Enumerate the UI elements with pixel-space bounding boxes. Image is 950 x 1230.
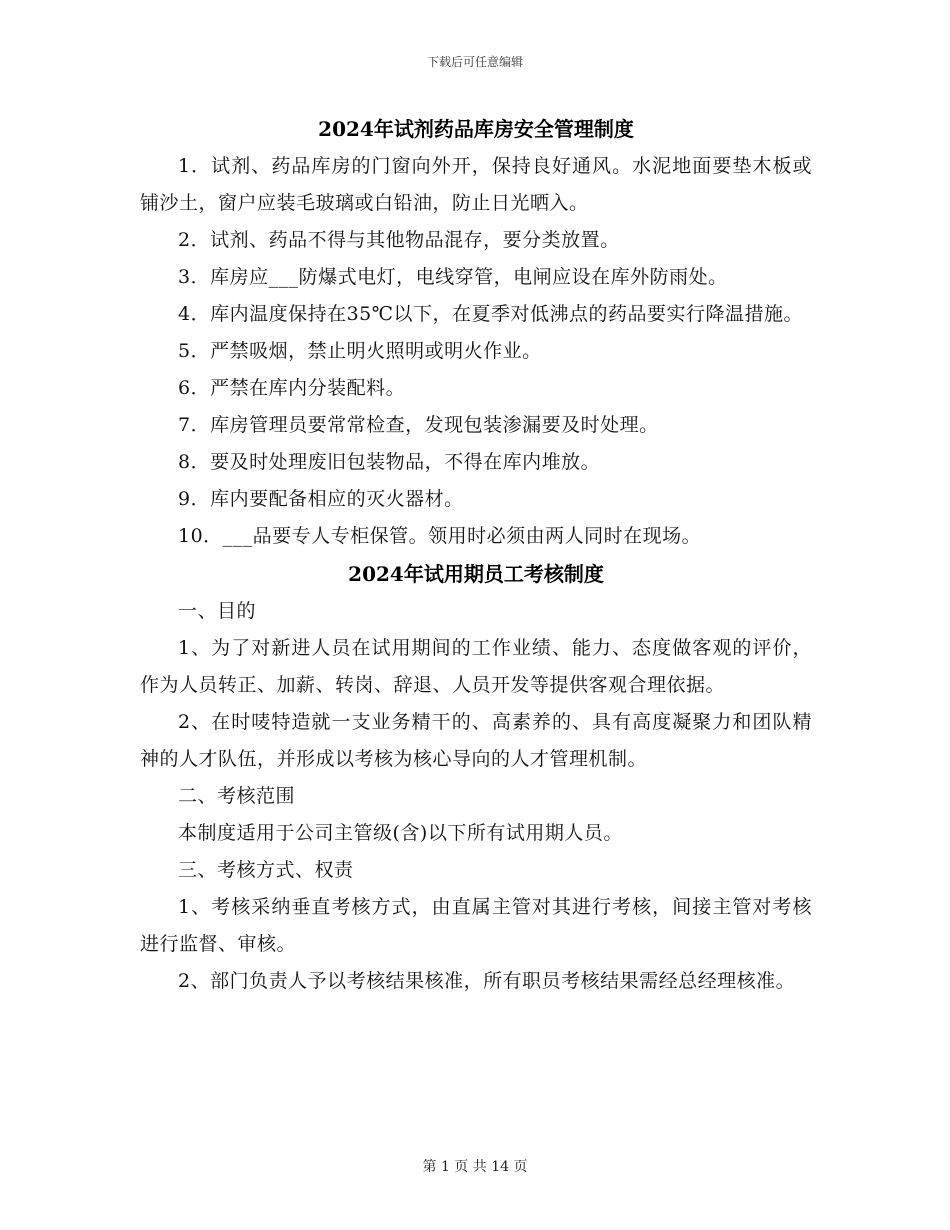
section2-title: 2024年试用期员工考核制度	[348, 562, 604, 586]
section1-paragraph: 1．试剂、药品库房的门窗向外开，保持良好通风。水泥地面要垫木板或铺沙土，窗户应装毛玻璃或白铅油，防止日光晒入。	[140, 155, 812, 214]
page-header-note: 下载后可任意编辑	[426, 55, 523, 69]
section1-paragraph: 4．库内温度保持在35℃以下，在夏季对低沸点的药品要实行降温措施。	[178, 303, 804, 325]
section2-paragraph: 1、为了对新进人员在试用期间的工作业绩、能力、态度做客观的评价，作为人员转正、加薪、转岗、辞退、人员开发等提供客观合理依据。	[140, 637, 812, 696]
section2-paragraph: 2、部门负责人予以考核结果核准，所有职员考核结果需经总经理核准。	[178, 970, 796, 992]
page-number-footer: 第 1 页 共 14 页	[422, 1159, 528, 1175]
section2-paragraph: 本制度适用于公司主管级(含)以下所有试用期人员。	[178, 822, 623, 844]
section1-paragraph: 7．库房管理员要常常检查，发现包装渗漏要及时处理。	[178, 414, 659, 436]
section1-title: 2024年试剂药品库房安全管理制度	[318, 117, 634, 141]
section1-paragraph: 10．___品要专人专柜保管。领用时必须由两人同时在现场。	[178, 525, 702, 547]
section1-paragraph: 5．严禁吸烟，禁止明火照明或明火作业。	[178, 340, 542, 362]
section1-paragraph: 2．试剂、药品不得与其他物品混存，要分类放置。	[178, 229, 620, 251]
section2-paragraph: 1、考核采纳垂直考核方式，由直属主管对其进行考核，间接主管对考核进行监督、审核。	[140, 896, 812, 955]
document-body	[140, 110, 812, 1000]
section2-heading-purpose: 一、目的	[178, 600, 257, 622]
section1-paragraph: 9．库内要配备相应的灭火器材。	[178, 488, 464, 510]
section2-heading-scope: 二、考核范围	[178, 785, 296, 807]
section2-heading-method: 三、考核方式、权责	[178, 859, 354, 881]
section1-paragraph: 6．严禁在库内分装配料。	[178, 377, 406, 399]
section1-paragraph: 3．库房应___防爆式电灯，电线穿管，电闸应设在库外防雨处。	[178, 266, 728, 288]
section2-paragraph: 2、在时唛特造就一支业务精干的、高素养的、具有高度凝聚力和团队精神的人才队伍，并形成以考核为核心导向的人才管理机制。	[140, 711, 812, 770]
section1-paragraph: 8．要及时处理废旧包装物品，不得在库内堆放。	[178, 451, 601, 473]
